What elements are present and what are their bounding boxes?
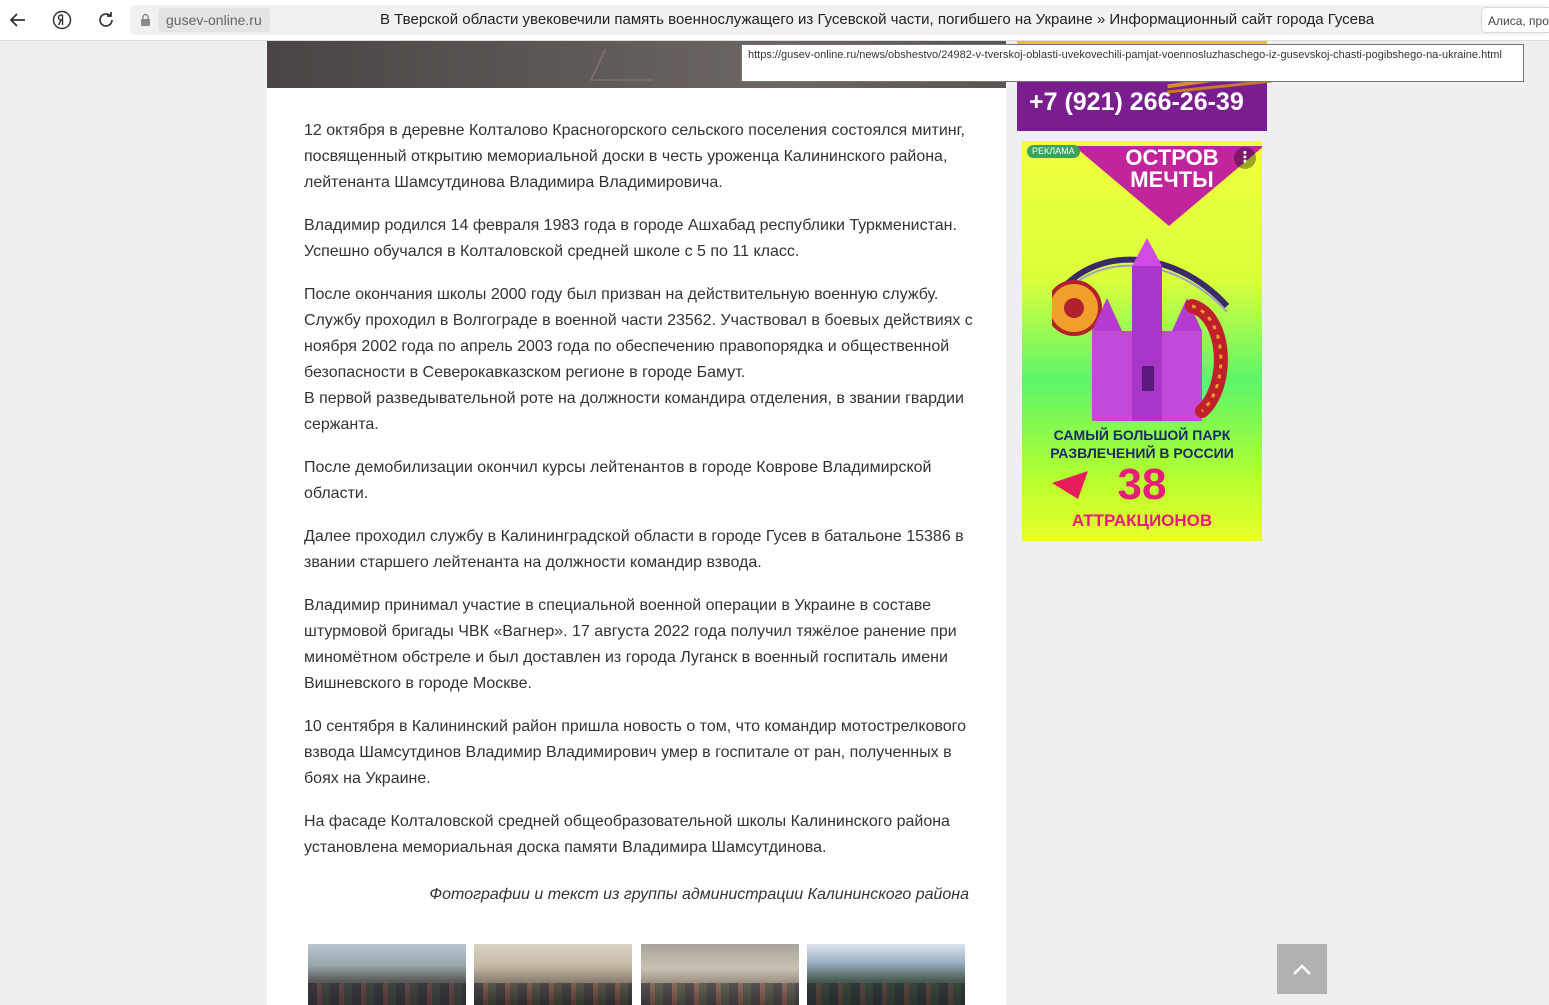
- photo-credit: Фотографии и текст из группы администрации Калининского района: [429, 886, 969, 903]
- article-paragraph: Далее проходил службу в Калининградской области в городе Гусев в батальоне 15386 в звании старшего лейтенанта на должности командир взвода.: [304, 528, 964, 571]
- castle-illustration: [1052, 236, 1232, 421]
- article-paragraph: 10 сентября в Калининский район пришла новость о том, что командир мотострелкового взвода Шамсутдинов Владимир Владимирович умер в госпитале от ран, полученных в боях на Украине.: [304, 718, 967, 787]
- ad-badge: РЕКЛАМА: [1027, 145, 1080, 158]
- browser-toolbar: [0, 0, 1549, 41]
- ad-attractions-label: АТТРАКЦИОНОВ: [1071, 511, 1213, 530]
- ad-menu-icon[interactable]: ⋮: [1234, 147, 1256, 169]
- chevron-up-icon: [1292, 962, 1312, 976]
- ad-title: [1077, 147, 1262, 191]
- article-paragraph: Владимир родился 14 февраля 1983 года в городе Ашхабад республики Туркменистан. Успешно обучался в Колталовской средней школе с 5 по 11 класс.: [304, 217, 957, 260]
- yandex-logo-icon: [52, 10, 72, 30]
- article-text: [304, 118, 974, 878]
- yandex-button[interactable]: [49, 7, 75, 33]
- scroll-to-top-button[interactable]: [1277, 944, 1327, 994]
- article-paragraph: После окончания школы 2000 году был призван на действительную военную службу. Службу проходил в Волгограде в военной части 23562. Участвовал в боевых действиях с ноября 2002 года по апрель 2003 года по обеспечению правопорядка и общественной безопасности в Северокавказском регионе в городе Бамут.: [304, 286, 973, 381]
- article-paragraph: После демобилизации окончил курсы лейтенантов в городе Коврове Владимирской области.: [304, 459, 932, 502]
- ad-slogan: [1022, 426, 1262, 462]
- phone-number: +7 (921) 266-26-39: [1029, 88, 1244, 116]
- gallery-thumbnail[interactable]: [807, 944, 965, 1005]
- gallery-thumbnail[interactable]: [641, 944, 799, 1005]
- reload-icon: [97, 11, 115, 29]
- amusement-park-ad[interactable]: [1022, 141, 1262, 541]
- ad-title-line: МЕЧТЫ: [1130, 167, 1214, 192]
- ad-slogan-line: САМЫЙ БОЛЬШОЙ ПАРК: [1053, 427, 1231, 443]
- article-body: [267, 41, 1006, 1005]
- gallery-thumbnail[interactable]: [308, 944, 466, 1005]
- back-button[interactable]: [5, 7, 31, 33]
- domain-label[interactable]: gusev-online.ru: [158, 8, 270, 32]
- ad-title-line: ОСТРОВ: [1125, 145, 1219, 170]
- page-title: В Тверской области увековечили память военнослужащего из Гусевской части, погибшего на Украине » Информационный сайт города Гусева: [380, 11, 1375, 28]
- reload-button[interactable]: [93, 7, 119, 33]
- back-arrow-icon: [9, 11, 27, 29]
- article-paragraph: Владимир принимал участие в специальной военной операции в Украине в составе штурмовой бригады ЧВК «Вагнер». 17 августа 2022 года получил тяжёлое ранение при миномётном обстреле и был доставлен из города Луганск в военный госпиталь имени Вишневского в городе Москве.: [304, 597, 957, 692]
- article-paragraph: На фасаде Колталовской средней общеобразовательной школы Калининского района установлена мемориальная доска памяти Владимира Шамсутдинова.: [304, 813, 950, 856]
- lock-icon: [140, 13, 151, 27]
- alice-search-field[interactable]: Алиса, про: [1481, 7, 1549, 33]
- ad-attractions-count: 38: [1117, 460, 1167, 509]
- link-url-tooltip: https://gusev-online.ru/news/obshestvo/24982-v-tverskoj-oblasti-uvekovechili-pamjat-voennosluzhaschego-iz-gusevskoj-chasti-pogibshego-na-ukraine.html: [741, 44, 1524, 82]
- article-paragraph: 12 октября в деревне Колталово Красногорского сельского поселения состоялся митинг, посвященный открытию мемориальной доски в честь уроженца Калининского района, лейтенанта Шамсутдинова Владимира Владимировича.: [304, 122, 965, 191]
- ad-slogan-line: РАЗВЛЕЧЕНИЙ В РОССИИ: [1050, 445, 1234, 461]
- article-paragraph: В первой разведывательной роте на должности командира отделения, в звании гвардии сержанта.: [304, 390, 964, 433]
- gallery-thumbnail[interactable]: [474, 944, 632, 1005]
